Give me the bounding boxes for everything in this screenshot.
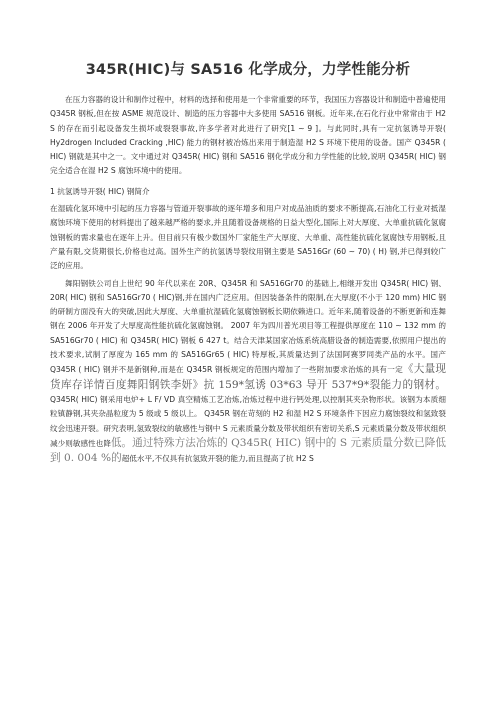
section-paragraph-2 [50,277,446,467]
paragraph-2-text-c: 超低水平,不仅具有抗氢致开裂的能力,而且提高了抗 H2 S [121,454,314,464]
paragraph-2-large-text: 《大量现货库存详情百度舞阳钢铁李妍》抗 159*氢诱 03*63 导开 537*9*裂能力的钢材。 [50,363,446,391]
section-heading: 1 抗氢诱导开裂( HIC) 钢简介 [50,186,150,196]
intro-paragraph: 在压力容器的设计和制作过程中，材料的选择和使用是一个非常重要的环节，我国压力容器设计和制造中普遍使用 Q345R 钢板,但在按 ASME 规范设计、制造的压力容器中大多使用 SA516 钢板。近年来,在石化行业中常常由于 H2 S 的存在而引起设备发生损坏或裂裂事故,许多学者对此进行了研究[1 ~ 9 ]。与此同时,具有一定抗氢诱导开裂( Hy2drogen Included Cracking ,HIC) 能力的钢材被冶炼出来用于制造湿 H2 S 环境下使用的设备。国产 Q345R ( HIC) 钢就是其中之一。文中通过对 Q345R( HIC) 钢和 SA516 钢化学成分和力学性能的比较,说明 Q345R( HIC) 钢完全适合在湿 H2 S 腐蚀环境中的使用。 [50,95,446,176]
section-paragraph-1: 在湿硫化氢环境中引起的压力容器与管道开裂事故的逐年增多和用户对成品油质的要求不断提高,石油化工行业对抵湿腐蚀环境下使用的材料提出了越来越严格的要求,并且随着设备规格的日益大型化,国际上对大厚度、大单重抗硫化氢腐蚀钢板的需求量也在逐年上升。但目前只有极少数国外厂家能生产大厚度、大单重、高性能抗硫化氢腐蚀专用钢板,且产量有限,交货期很长,价格也过高。国外生产的抗氢诱导裂纹用钢主要是 SA516Gr (60 ~ 70) ( H) 钢,并已得到较广泛的应用。 [50,204,446,271]
paragraph-2-large-text-2: 低。通过特殊方法冶炼的 Q345R( HIC) 钢中的 S 元素质量分数已降低到 0. 004 %的 [50,436,446,465]
document-title: 345R(HIC)与 SA516 化学成分，力学性能分析 [85,62,411,78]
paragraph-2-text-b: Q345R( HIC) 钢采用电炉+ L F/ VD 真空精炼工艺冶炼,冶炼过程中进行钙处理,以控制其夹杂物形状。该钢为本质细粒镇静钢,其夹杂晶粒度为 5 级或 5 级以上。 Q345R 钢在苛刻的 H2 和湿 H2 S 环境条件下因应力腐蚀裂纹和氢致裂纹会迅速开裂。研究表明,氢致裂纹的敏感性与钢中 S 元素质量分数及带状组织有密切关系,S 元素质量分数及带状组织减少则敏感性也降 [50,394,446,448]
paragraph-2-text-a: 舞阳钢铁公司自上世纪 90 年代以来在 20R、Q345R 和 SA516Gr70 的基础上,相继开发出 Q345R( HIC) 钢、20R( HIC) 钢和 SA516Gr70 ( HIC)钢,并在国内广泛应用。但因装备条件的限制,在大厚度(不小于 120 mm) HIC 钢的研制方面没有大的突破,因此大厚度、大单重抗湿硫化氢腐蚀钢板长期依赖进口。近年来,随着设备的不断更新和连舞钢在 2006 年开发了大厚度高性能抗硫化氢腐蚀钢。 2007 年为四川普光项目等工程提供厚度在 110 ~ 132 mm 的 SA516Gr70 ( HIC) 和 Q345R( HIC) 钢板 6 427 t。结合天津某国家冶炼系统高腊设备的制造需要,依照用户提出的技术要求,试制了厚度为 165 mm 的 SA516Gr65 ( HIC) 特厚板,其质量达到了法国阿赛罗同类产品的水平。国产 Q345R ( HIC) 钢并不是新钢种,而是在 Q345R 钢板规定的范围内增加了一些附加要求治炼的具有一定 [50,278,446,375]
